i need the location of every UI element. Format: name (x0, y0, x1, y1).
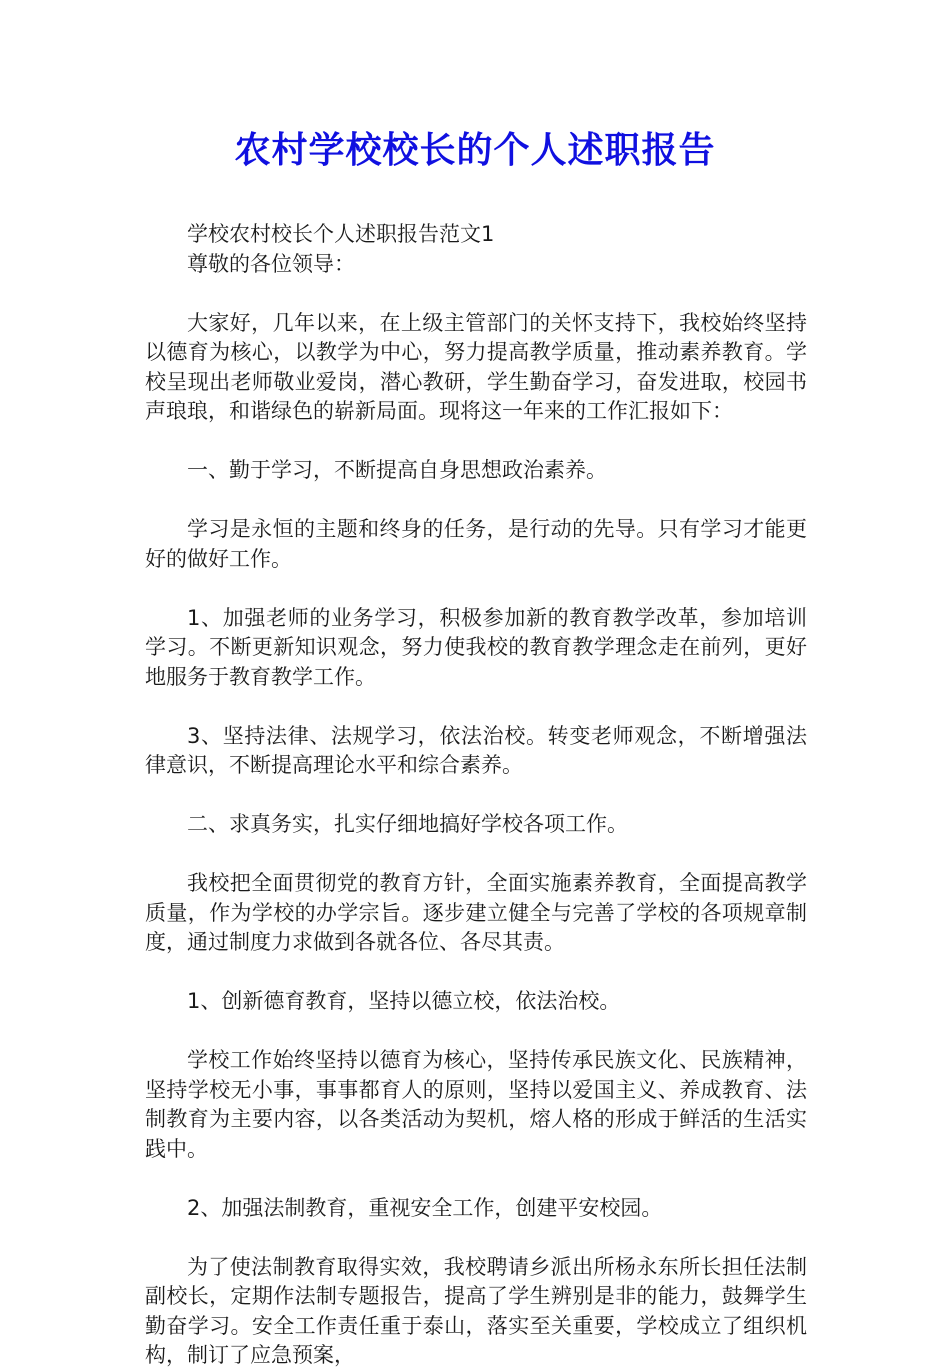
paragraph: 1、加强老师的业务学习，积极参加新的教育教学改革，参加培训学习。不断更新知识观念，努力使我校的教育教学理念走在前列，更好地服务于教育教学工作。 (145, 605, 807, 689)
paragraph: 学习是永恒的主题和终身的任务，是行动的先导。只有学习才能更好的做好工作。 (145, 517, 807, 571)
salutation-line: 尊敬的各位领导： (187, 251, 355, 276)
subtitle-line: 学校农村校长个人述职报告范文1 (187, 222, 495, 246)
paragraph: 1、创新德育教育，坚持以德立校，依法治校。 (187, 989, 621, 1013)
paragraph: 学校工作始终坚持以德育为核心，坚持传承民族文化、民族精神，坚持学校无小事，事事都育人的原则，坚持以爱国主义、养成教育、法制教育为主要内容，以各类活动为契机，熔人格的形成于鲜活的生活实践中。 (145, 1048, 807, 1161)
paragraph: 我校把全面贯彻党的教育方针，全面实施素养教育，全面提高教学质量，作为学校的办学宗旨。逐步建立健全与完善了学校的各项规章制度，通过制度力求做到各就各位、各尽其责。 (145, 871, 807, 954)
document-body (145, 220, 807, 1371)
paragraph: 2、加强法制教育，重视安全工作，创建平安校园。 (187, 1195, 663, 1220)
paragraph: 3、坚持法律、法规学习，依法治校。转变老师观念，不断增强法律意识，不断提高理论水平和综合素养。 (145, 723, 807, 777)
paragraph: 大家好，几年以来，在上级主管部门的关怀支持下，我校始终坚持以德育为核心，以教学为中心，努力提高教学质量，推动素养教育。学校呈现出老师敬业爱岗，潜心教研，学生勤奋学习，奋发进取，校园书声琅琅，和谐绿色的崭新局面。现将这一年来的工作汇报如下： (145, 310, 807, 423)
document-title: 农村学校校长的个人述职报告 (234, 129, 716, 171)
section-heading: 二、求真务实，扎实仔细地搞好学校各项工作。 (187, 812, 628, 836)
paragraph: 为了使法制教育取得实效，我校聘请乡派出所杨永东所长担任法制副校长，定期作法制专题报告，提高了学生辨别是非的能力，鼓舞学生勤奋学习。安全工作责任重于泰山，落实至关重要，学校成立了组织机构，制订了应急预案， (145, 1254, 807, 1367)
section-heading: 一、勤于学习，不断提高自身思想政治素养。 (187, 458, 607, 482)
